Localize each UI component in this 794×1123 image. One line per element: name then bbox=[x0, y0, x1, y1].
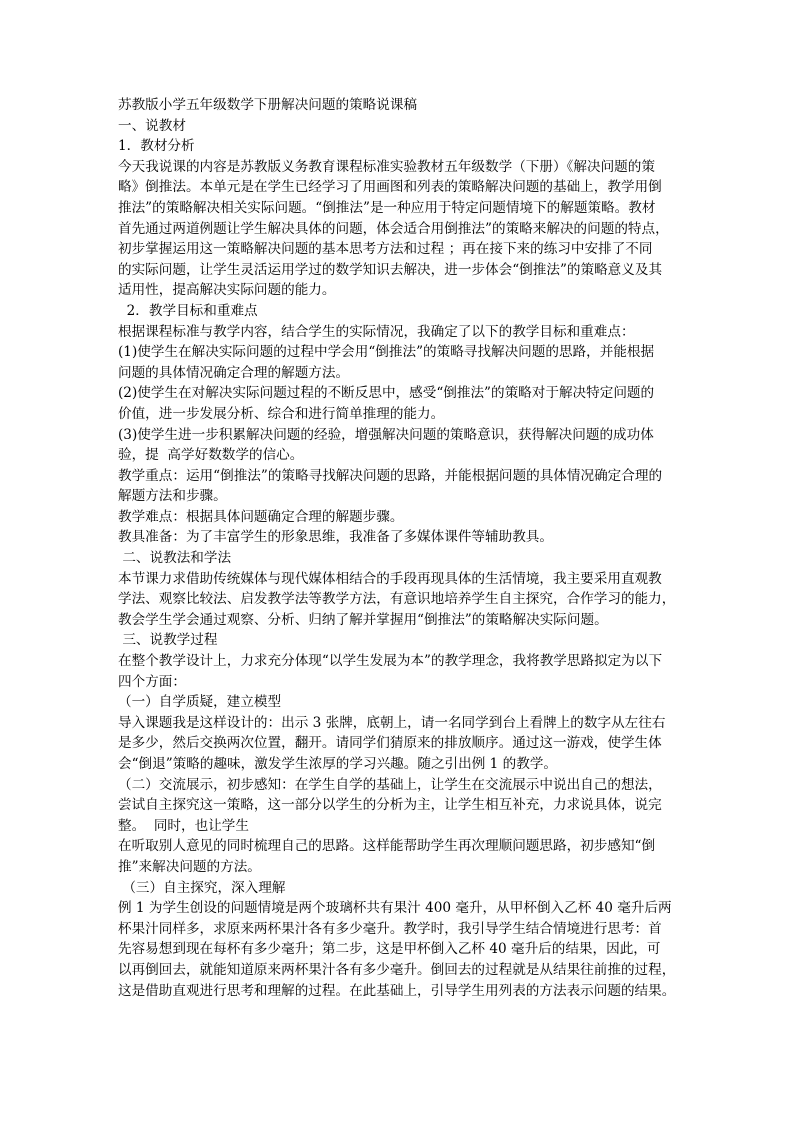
document-page bbox=[118, 95, 680, 1001]
document-line: 在整个教学设计上，力求充分体现“以学生发展为本”的教学理念，我将教学思路拟定为以下 bbox=[118, 653, 663, 670]
document-title: 苏教版小学五年级数学下册解决问题的策略说课稿 bbox=[118, 97, 418, 113]
document-line: 例 1 为学生创设的问题情境是两个玻璃杯共有果汁 400 毫升，从甲杯倒入乙杯 40 毫升后两 bbox=[118, 900, 672, 917]
document-line: 杯果汁同样多，求原来两杯果汁各有多少毫升。教学时，我引导学生结合情境进行思考：首 bbox=[118, 920, 662, 937]
document-line: (2)使学生在对解决实际问题过程的不断反思中，感受“倒推法”的策略对于解决特定问题的 bbox=[118, 385, 655, 402]
document-line: 今天我说课的内容是苏教版义务教育课程标准实验教材五年级数学（下册）《解决问题的策 bbox=[118, 158, 655, 175]
document-line: 尝试自主探究这一策略，这一部分以学生的分析为主，让学生相互补充，力求说具体，说完 bbox=[118, 797, 662, 814]
document-line: 问题的具体情况确定合理的解题方法。 bbox=[118, 364, 350, 381]
document-line: 推”来解决问题的方法。 bbox=[118, 858, 261, 875]
document-line: 根据课程标准与教学内容，结合学生的实际情况，我确定了以下的教学目标和重难点： bbox=[118, 323, 635, 340]
document-line: 解题方法和步骤。 bbox=[118, 488, 227, 505]
document-line: 本节课力求借助传统媒体与现代媒体相结合的手段再现具体的生活情境，我主要采用直观教 bbox=[118, 570, 662, 587]
document-line: 会“倒退”策略的趣味，激发学生浓厚的学习兴趣。随之引出例 1 的教学。 bbox=[118, 756, 558, 772]
document-line: 1．教材分析 bbox=[118, 138, 195, 155]
document-line: （一）自学质疑，建立模型 bbox=[118, 694, 282, 711]
document-line: （三）自主探究，深入理解 bbox=[118, 879, 286, 896]
document-line: 2．教学目标和重难点 bbox=[118, 302, 258, 319]
document-line: 整。 同时，也让学生 bbox=[118, 817, 249, 834]
document-line: 价值，进一步发展分析、综合和进行简单推理的能力。 bbox=[118, 405, 445, 422]
document-line: 验，提 高学好数数学的信心。 bbox=[118, 447, 304, 464]
document-line: 导入课题我是这样设计的：出示 3 张牌，底朝上，请一名同学到台上看牌上的数字从左往右 bbox=[118, 714, 666, 731]
document-line: 初步掌握运用这一策略解决问题的基本思考方法和过程 ；再在接下来的练习中安排了不同 bbox=[118, 241, 653, 258]
document-line: 推法”的策略解决相关实际问题。“倒推法”是一种应用于特定问题情境下的解题策略。教材 bbox=[118, 199, 656, 216]
document-line: 三、说教学过程 bbox=[118, 632, 218, 649]
document-line: 适用性，提高解决实际问题的能力。 bbox=[118, 282, 336, 299]
document-line: 以再倒回去，就能知道原来两杯果汁各有多少毫升。倒回去的过程就是从结果往前推的过程， bbox=[118, 961, 676, 978]
document-line: 四个方面： bbox=[118, 673, 186, 690]
document-line: 教会学生学会通过观察、分析、归纳了解并掌握用“倒推法”的策略解决实际问题。 bbox=[118, 611, 608, 628]
document-line: 是多少，然后交换两次位置，翻开。请同学们猜原来的排放顺序。通过这一游戏，使学生体 bbox=[118, 735, 662, 752]
document-line: 教具准备：为了丰富学生的形象思维，我准备了多媒体课件等辅助教具。 bbox=[118, 529, 553, 546]
document-line: 的实际问题，让学生灵活运用学过的数学知识去解决，进一步体会“倒推法”的策略意义及其 bbox=[118, 261, 663, 278]
document-line: 教学难点：根据具体问题确定合理的解题步骤。 bbox=[118, 508, 404, 525]
document-line: 二、说教法和学法 bbox=[118, 550, 232, 567]
document-line: （二）交流展示，初步感知：在学生自学的基础上，让学生在交流展示中说出自己的想法， bbox=[118, 776, 662, 793]
document-line: 一、说教材 bbox=[118, 117, 186, 134]
document-line: 这是借助直观进行思考和理解的过程。在此基础上，引导学生用列表的方法表示问题的结果。 bbox=[118, 982, 676, 999]
document-line: 首先通过两道例题让学生解决具体的问题，体会适合用倒推法”的策略来解决的问题的特点， bbox=[118, 220, 669, 237]
document-body bbox=[118, 116, 680, 1002]
document-line: 教学重点：运用“倒推法”的策略寻找解决问题的思路，并能根据问题的具体情况确定合理的 bbox=[118, 467, 663, 484]
document-line: 学法、观察比较法、启发教学法等教学方法，有意识地培养学生自主探究，合作学习的能力， bbox=[118, 591, 676, 608]
document-line: (3)使学生进一步积累解决问题的经验，增强解决问题的策略意识，获得解决问题的成功体 bbox=[118, 426, 654, 443]
document-line: 略》倒推法。本单元是在学生已经学习了用画图和列表的策略解决问题的基础上，教学用倒 bbox=[118, 179, 662, 196]
document-line: 先容易想到现在每杯有多少毫升；第二步，这是甲杯倒入乙杯 40 毫升后的结果，因此，可 bbox=[118, 941, 661, 958]
document-line: 在听取别人意见的同时梳理自己的思路。这样能帮助学生再次理顺问题思路，初步感知“倒 bbox=[118, 838, 656, 855]
document-line: (1)使学生在解决实际问题的过程中学会用“倒推法”的策略寻找解决问题的思路，并能根据 bbox=[118, 344, 655, 361]
